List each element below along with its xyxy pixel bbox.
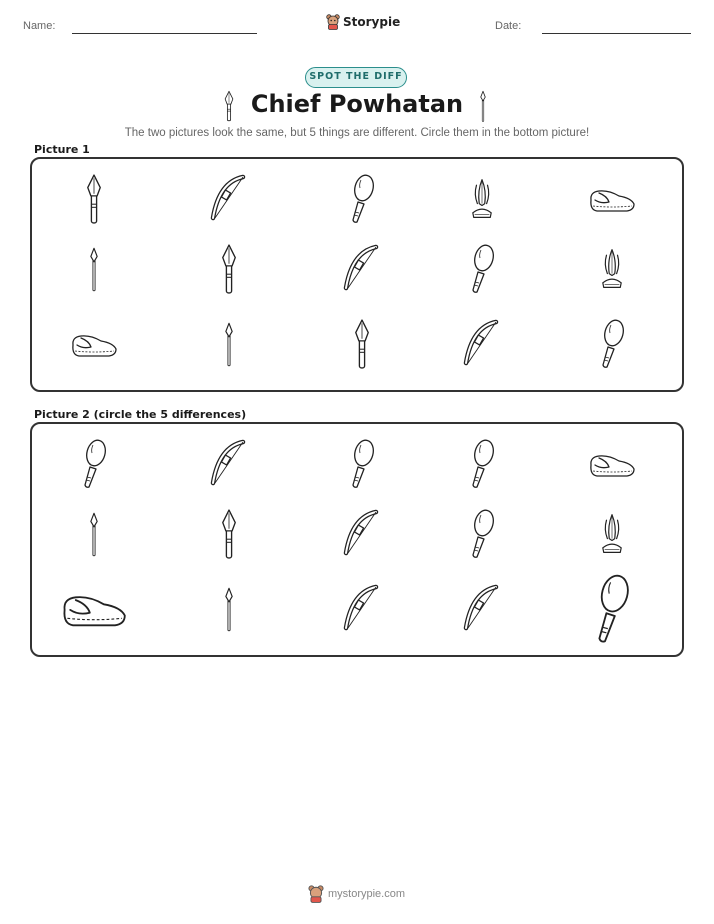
picture1-spear-item bbox=[199, 316, 259, 376]
club-icon bbox=[467, 439, 497, 494]
headdress-icon bbox=[597, 511, 627, 562]
headdress-icon bbox=[467, 176, 497, 227]
picture1-arrowhead-item bbox=[64, 171, 124, 231]
moccasin-icon bbox=[587, 448, 637, 485]
picture1-headdress-item bbox=[452, 171, 512, 231]
picture1-headdress-item bbox=[582, 241, 642, 301]
date-field[interactable] bbox=[542, 33, 691, 34]
storypie-logo bbox=[326, 14, 400, 30]
picture2-label: Picture 2 (circle the 5 differences) bbox=[34, 408, 247, 421]
footer bbox=[308, 885, 405, 903]
picture2-spear-item[interactable] bbox=[199, 581, 259, 641]
picture1-arrowhead-item bbox=[199, 241, 259, 301]
picture1-bow-item bbox=[452, 316, 512, 376]
club-icon bbox=[597, 319, 627, 374]
picture2-bow-item[interactable] bbox=[199, 436, 259, 496]
picture2-spear-item[interactable] bbox=[64, 506, 124, 566]
spear-icon bbox=[220, 318, 238, 375]
spear-icon bbox=[85, 508, 103, 565]
club-icon bbox=[347, 174, 377, 229]
bow-icon bbox=[209, 173, 249, 230]
arrowhead-icon bbox=[83, 173, 105, 230]
bow-icon bbox=[342, 508, 382, 565]
bow-icon bbox=[462, 318, 502, 375]
picture2-moccasin-item[interactable] bbox=[582, 436, 642, 496]
club-icon bbox=[347, 439, 377, 494]
picture1-moccasin-item bbox=[64, 316, 124, 376]
picture2-moccasin-item[interactable] bbox=[64, 581, 124, 641]
bear-mascot-icon bbox=[326, 14, 340, 30]
picture1-label: Picture 1 bbox=[34, 143, 90, 156]
name-label: Name: bbox=[23, 20, 56, 32]
picture2-club-item[interactable] bbox=[452, 436, 512, 496]
picture2-headdress-item[interactable] bbox=[582, 506, 642, 566]
picture1-spear-item bbox=[64, 241, 124, 301]
instructions: The two pictures look the same, but 5 things are different. Circle them in the bottom picture! bbox=[124, 127, 590, 139]
arrowhead-icon bbox=[218, 508, 240, 565]
picture2-club-item[interactable] bbox=[582, 581, 642, 641]
bow-icon bbox=[209, 438, 249, 495]
picture2-bow-item[interactable] bbox=[452, 581, 512, 641]
name-field[interactable] bbox=[72, 33, 257, 34]
spear-icon bbox=[220, 583, 238, 640]
picture1-moccasin-item bbox=[582, 171, 642, 231]
moccasin-icon bbox=[59, 586, 129, 636]
bear-mascot-icon bbox=[308, 885, 324, 903]
page-title: Chief Powhatan bbox=[250, 90, 464, 118]
arrowhead-icon bbox=[351, 318, 373, 375]
spot-the-diff-badge: SPOT THE DIFF bbox=[305, 67, 407, 88]
picture1-club-item bbox=[582, 316, 642, 376]
picture2-club-item[interactable] bbox=[452, 506, 512, 566]
picture2-bow-item[interactable] bbox=[332, 506, 392, 566]
date-label: Date: bbox=[495, 20, 522, 32]
moccasin-icon bbox=[587, 183, 637, 220]
picture2-panel[interactable] bbox=[30, 422, 684, 657]
title-spear-right-icon bbox=[476, 90, 492, 122]
picture2-arrowhead-item[interactable] bbox=[199, 506, 259, 566]
picture1-panel bbox=[30, 157, 684, 392]
club-icon bbox=[591, 574, 633, 649]
bow-icon bbox=[462, 583, 502, 640]
moccasin-icon bbox=[69, 328, 119, 365]
club-icon bbox=[467, 244, 497, 299]
picture1-club-item bbox=[332, 171, 392, 231]
picture1-bow-item bbox=[332, 241, 392, 301]
bow-icon bbox=[342, 583, 382, 640]
headdress-icon bbox=[597, 246, 627, 297]
picture1-bow-item bbox=[199, 171, 259, 231]
picture2-club-item[interactable] bbox=[332, 436, 392, 496]
spear-icon bbox=[85, 243, 103, 300]
club-icon bbox=[467, 509, 497, 564]
picture1-arrowhead-item bbox=[332, 316, 392, 376]
picture2-club-item[interactable] bbox=[64, 436, 124, 496]
footer-url[interactable]: mystorypie.com bbox=[328, 888, 406, 900]
picture1-club-item bbox=[452, 241, 512, 301]
arrowhead-icon bbox=[218, 243, 240, 300]
bow-icon bbox=[342, 243, 382, 300]
club-icon bbox=[79, 439, 109, 494]
picture2-bow-item[interactable] bbox=[332, 581, 392, 641]
brand-name: Storypie bbox=[343, 15, 401, 29]
